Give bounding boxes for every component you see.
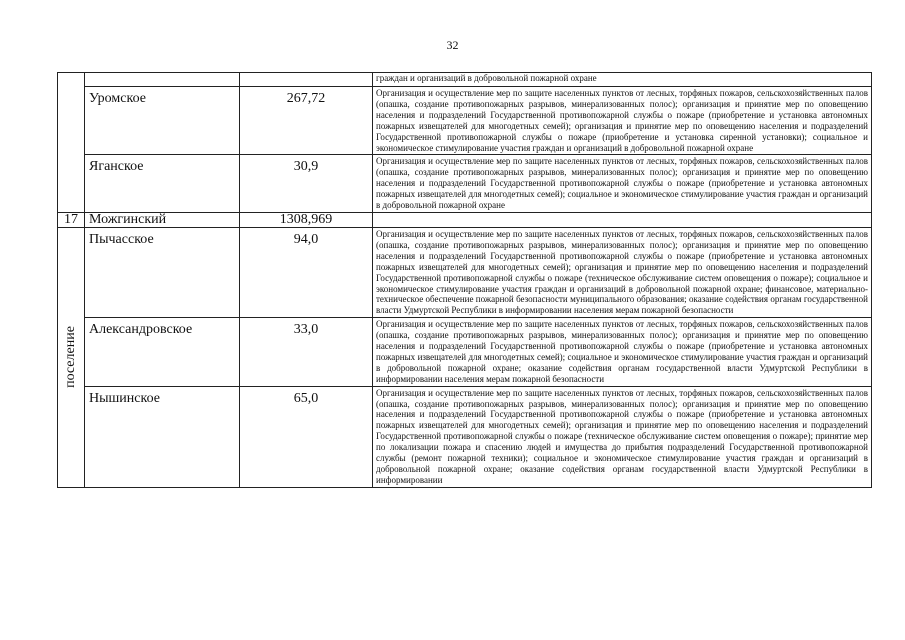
table-row: [58, 227, 872, 317]
settlement-amount: 33,0: [240, 318, 373, 386]
settlement-name: Александровское: [85, 318, 240, 386]
settlement-amount: [240, 73, 373, 87]
district-row: [58, 212, 872, 227]
settlement-measures: Организация и осуществление мер по защите населенных пунктов от лесных, торфяных пожаров, сельскохозяйственных палов (опашка, создание противопожарных разрывов, минерализованных полос); организация и принятие мер по оповещению населения и подразделений Государственной противопожарной службы о пожаре (приобретение и установка автономных пожарных извещателей для многодетных семей); социальное и экономическое стимулирование участия граждан и организаций в добровольной пожарной охране: [373, 155, 872, 213]
settlement-name: Пычасское: [85, 227, 240, 317]
settlement-name: [85, 73, 240, 87]
funding-table: [57, 72, 872, 488]
page-number: 32: [446, 38, 459, 52]
settlement-amount: 30,9: [240, 155, 373, 213]
settlement-measures: Организация и осуществление мер по защите населенных пунктов от лесных, торфяных пожаров, сельскохозяйственных палов (опашка, создание противопожарных разрывов, минерализованных полос); организация и принятие мер по оповещению населения и подразделений Государственной противопожарной службы о пожаре (приобретение и установка автономных пожарных извещателей для многодетных семей); организация и принятие мер по оповещению населения и подразделений Государственной противопожарной службы о пожаре (техническое обслуживание систем оповещения о пожаре); принятие мер по локализации пожара и спасению людей и имущества до прибытия подразделений Государственной противопожарной службы (ремонт пожарной техники); социальное и экономическое стимулирование участия граждан и организаций в добровольной пожарной охране; оказание содействия органам государственной власти Удмуртской Республики в информировании: [373, 386, 872, 487]
settlement-name: Яганское: [85, 155, 240, 213]
table-row: [58, 386, 872, 487]
settlement-name: Нышинское: [85, 386, 240, 487]
table-row: [58, 73, 872, 87]
table-row: [58, 87, 872, 155]
settlement-measures: граждан и организаций в добровольной пожарной охране: [373, 73, 872, 87]
district-measures: [373, 212, 872, 227]
settlement-measures: Организация и осуществление мер по защите населенных пунктов от лесных, торфяных пожаров, сельскохозяйственных палов (опашка, создание противопожарных разрывов, минерализованных полос); организация и принятие мер по оповещению населения и подразделений Государственной противопожарной службы о пожаре (приобретение и установка автономных пожарных извещателей для многодетных семей); организация и принятие мер по оповещению населения и подразделений Государственной противопожарной службы о пожаре (приобретение и установка сиренной установки); социальное и экономическое стимулирование участия граждан и организаций в добровольной пожарной охране: [373, 87, 872, 155]
settlement-type-cell: [58, 227, 85, 487]
settlement-measures: Организация и осуществление мер по защите населенных пунктов от лесных, торфяных пожаров, сельскохозяйственных палов (опашка, создание противопожарных разрывов, минерализованных полос); организация и принятие мер по оповещению населения и подразделений Государственной противопожарной службы о пожаре (приобретение и установка автономных пожарных извещателей для многодетных семей); организация и принятие мер по оповещению населения и подразделений Государственной противопожарной службы о пожаре (техническое обслуживание систем оповещения о пожаре); социальное и экономическое стимулирование участия граждан и организаций в добровольной пожарной охране; финансовое, материально-техническое обеспечение пожарной безопасности муниципального образования; оказание содействия органам государственной власти Удмуртской Республики в информировании населения мерам пожарной безопасности: [373, 227, 872, 317]
settlement-amount: 65,0: [240, 386, 373, 487]
district-number: 17: [58, 212, 85, 227]
table-row: [58, 155, 872, 213]
settlement-amount: 94,0: [240, 227, 373, 317]
settlement-type-label: поселение: [63, 326, 78, 389]
settlement-measures: Организация и осуществление мер по защите населенных пунктов от лесных, торфяных пожаров, сельскохозяйственных палов (опашка, создание противопожарных разрывов, минерализованных полос); организация и принятие мер по оповещению населения и подразделений Государственной противопожарной службы о пожаре (приобретение и установка автономных пожарных извещателей для многодетных семей); социальное и экономическое стимулирование участия граждан и организаций в добровольной пожарной охране; оказание содействия органам государственной власти Удмуртской Республики в информировании населения мерам пожарной безопасности: [373, 318, 872, 386]
district-amount: 1308,969: [240, 212, 373, 227]
row-number-cell: [58, 73, 85, 213]
settlement-amount: 267,72: [240, 87, 373, 155]
settlement-name: Уромское: [85, 87, 240, 155]
table-row: [58, 318, 872, 386]
district-name: Можгинский: [85, 212, 240, 227]
